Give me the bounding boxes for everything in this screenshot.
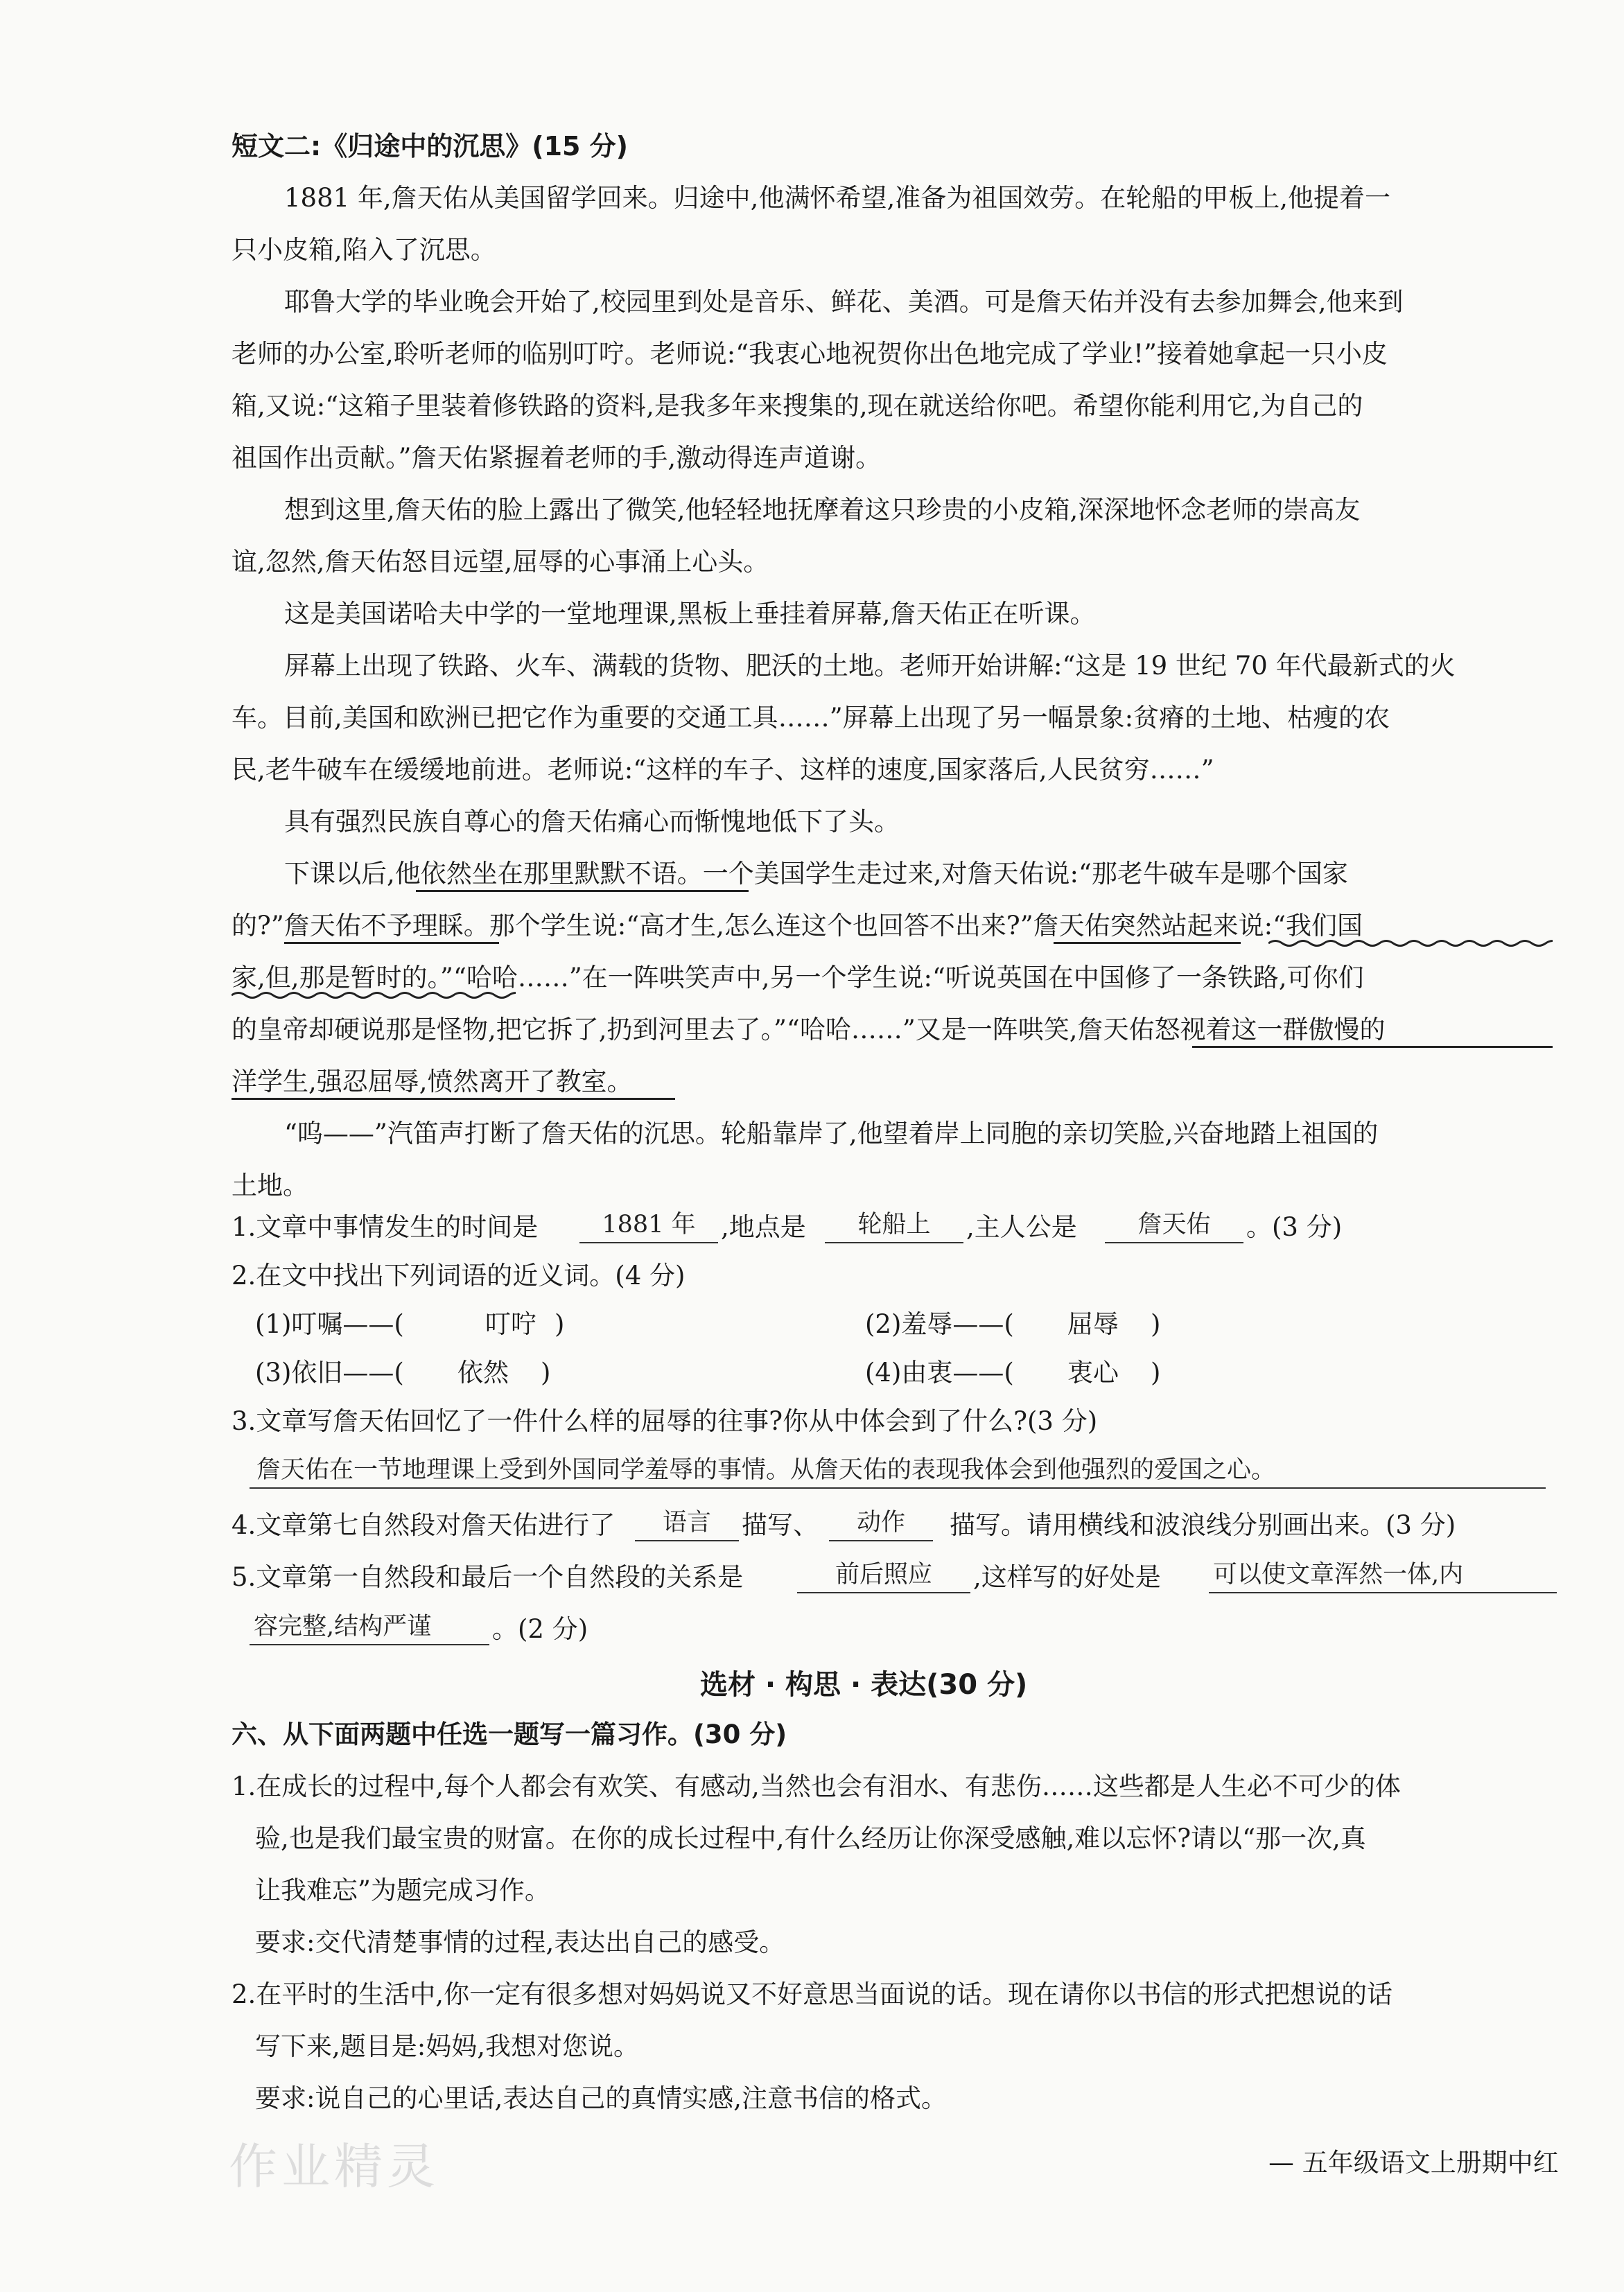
q2-item-label: (4)由衷——( <box>865 1358 1014 1388</box>
passage-title: 短文二:《归途中的沉思》(15 分) <box>232 131 629 161</box>
q2-item-label: (1)叮嘱——( <box>255 1309 404 1339</box>
passage-line: 土地。 <box>232 1171 308 1200</box>
q1-mid1: ,地点是 <box>721 1212 806 1242</box>
q1-post: 。(3 分) <box>1246 1212 1343 1242</box>
passage-line: 祖国作出贡献。”詹天佑紧握着老师的手,激动得连声道谢。 <box>232 443 882 473</box>
q2-stem: 2.在文中找出下列词语的近义词。(4 分) <box>232 1261 686 1291</box>
passage-line: 只小皮箱,陷入了沉思。 <box>232 235 496 265</box>
q6-option2-line: 写下来,题目是:妈妈,我想对您说。 <box>255 2031 639 2061</box>
q3-answer[interactable]: 詹天佑在一节地理课上受到外国同学羞辱的事情。从詹天佑的表现我体会到他强烈的爱国之心。 <box>250 1454 1546 1489</box>
q6-option2-requirement: 要求:说自己的心里话,表达自己的真情实感,注意书信的格式。 <box>255 2083 947 2113</box>
q6-option1-line: 1.在成长的过程中,每个人都会有欢笑、有感动,当然也会有泪水、有悲伤……这些都是人生必不可少的体 <box>232 1772 1401 1801</box>
q4-answer-1[interactable]: 语言 <box>635 1507 739 1541</box>
q6-option1-requirement: 要求:交代清楚事情的过程,表达出自己的感受。 <box>255 1927 785 1957</box>
q5-answer-2b[interactable]: 容完整,结构严谨 <box>250 1611 489 1645</box>
q2-item-answer[interactable]: 屈辱 <box>1067 1309 1119 1339</box>
q5-post: 。(2 分) <box>492 1614 588 1644</box>
passage-line: 箱,又说:“这箱子里装着修铁路的资料,是我多年来搜集的,现在就送给你吧。希望你能利用它,为自己的 <box>232 391 1363 421</box>
q2-item-close: ) <box>1151 1309 1161 1339</box>
q4-mid: 描写、 <box>742 1510 819 1540</box>
q1-pre: 1.文章中事情发生的时间是 <box>232 1212 539 1242</box>
q1-answer-time[interactable]: 1881 年 <box>579 1209 718 1243</box>
q1-answer-person[interactable]: 詹天佑 <box>1105 1209 1243 1243</box>
q6-option1-line: 验,也是我们最宝贵的财富。在你的成长过程中,有什么经历让你深受感触,难以忘怀?请以“那一次,真 <box>255 1823 1366 1853</box>
watermark: 作业精灵 <box>229 2138 439 2195</box>
passage-line: 想到这里,詹天佑的脸上露出了微笑,他轻轻地抚摩着这只珍贵的小皮箱,深深地怀念老师的崇高友 <box>284 495 1361 525</box>
q2-item-close: ) <box>541 1358 551 1388</box>
passage-line: “呜——”汽笛声打断了詹天佑的沉思。轮船靠岸了,他望着岸上同胞的亲切笑脸,兴奋地踏上祖国的 <box>284 1119 1379 1148</box>
passage-line: 车。目前,美国和欧洲已把它作为重要的交通工具……”屏幕上出现了另一幅景象:贫瘠的土地、枯瘦的农 <box>232 703 1390 733</box>
q2-item-close: ) <box>555 1309 565 1339</box>
q5-mid: ,这样写的好处是 <box>973 1562 1161 1592</box>
action-underline <box>416 890 749 892</box>
q6-title: 六、从下面两题中任选一题写一篇习作。(30 分) <box>232 1720 787 1749</box>
q1-answer-place[interactable]: 轮船上 <box>825 1209 963 1243</box>
passage-line: 屏幕上出现了铁路、火车、满载的货物、肥沃的土地。老师开始讲解:“这是 19 世纪 70 年代最新式的火 <box>284 651 1456 681</box>
passage-line: 具有强烈民族自尊心的詹天佑痛心而惭愧地低下了头。 <box>284 807 900 837</box>
q2-item-label: (2)羞辱——( <box>865 1309 1014 1339</box>
passage-line: 的皇帝却硬说那是怪物,把它拆了,扔到河里去了。”“哈哈……”又是一阵哄笑,詹天佑怒视着这一群傲慢的 <box>232 1015 1386 1044</box>
q5-pre: 5.文章第一自然段和最后一个自然段的关系是 <box>232 1562 744 1592</box>
passage-line: 的?”詹天佑不予理睬。那个学生说:“高才生,怎么连这个也回答不出来?”詹天佑突然站起来说:“我们国 <box>232 911 1363 941</box>
q1-mid2: ,主人公是 <box>966 1212 1077 1242</box>
language-wavy-underline <box>232 990 516 1000</box>
q2-item-answer[interactable]: 衷心 <box>1067 1358 1119 1388</box>
language-wavy-underline <box>1268 938 1553 948</box>
passage-line: 老师的办公室,聆听老师的临别叮咛。老师说:“我衷心地祝贺你出色地完成了学业!”接着她拿起一只小皮 <box>232 339 1388 369</box>
q2-item-answer[interactable]: 叮咛 <box>485 1309 536 1339</box>
passage-line: 洋学生,强忍屈辱,愤然离开了教室。 <box>232 1067 633 1096</box>
passage-line: 谊,忽然,詹天佑怒目远望,屈辱的心事涌上心头。 <box>232 547 769 577</box>
passage-line: 民,老牛破车在缓缓地前进。老师说:“这样的车子、这样的速度,国家落后,人民贫穷……” <box>232 755 1214 785</box>
q6-option1-line: 让我难忘”为题完成习作。 <box>255 1875 550 1905</box>
passage-line: 1881 年,詹天佑从美国留学回来。归途中,他满怀希望,准备为祖国效劳。在轮船的甲板上,他提着一 <box>284 183 1390 213</box>
q5-answer-1[interactable]: 前后照应 <box>797 1559 970 1593</box>
page-footer: — 五年级语文上册期中红 <box>1268 2148 1559 2178</box>
q2-item-label: (3)依旧——( <box>255 1358 404 1388</box>
action-underline <box>1054 942 1241 944</box>
q5-answer-2a[interactable]: 可以使文章浑然一体,内 <box>1209 1559 1557 1593</box>
q6-option2-line: 2.在平时的生活中,你一定有很多想对妈妈说又不好意思当面说的话。现在请你以书信的形式把想说的话 <box>232 1979 1393 2009</box>
q3-stem: 3.文章写詹天佑回忆了一件什么样的屈辱的往事?你从中体会到了什么?(3 分) <box>232 1406 1098 1436</box>
q2-item-answer[interactable]: 依然 <box>457 1358 509 1388</box>
section-title: 选材 · 构思 · 表达(30 分) <box>700 1669 1028 1701</box>
passage-line: 这是美国诺哈夫中学的一堂地理课,黑板上垂挂着屏幕,詹天佑正在听课。 <box>284 599 1096 629</box>
passage-line: 下课以后,他依然坐在那里默默不语。一个美国学生走过来,对詹天佑说:“那老牛破车是哪个国家 <box>284 859 1348 889</box>
q4-pre: 4.文章第七自然段对詹天佑进行了 <box>232 1510 615 1540</box>
q4-post: 描写。请用横线和波浪线分别画出来。(3 分) <box>950 1510 1456 1540</box>
action-underline <box>232 1098 675 1100</box>
action-underline <box>1192 1046 1553 1048</box>
passage-line: 家,但,那是暂时的。”“哈哈……”在一阵哄笑声中,另一个学生说:“听说英国在中国修了一条铁路,可你们 <box>232 963 1364 992</box>
action-underline <box>284 942 499 944</box>
q4-answer-2[interactable]: 动作 <box>829 1507 933 1541</box>
passage-line: 耶鲁大学的毕业晚会开始了,校园里到处是音乐、鲜花、美酒。可是詹天佑并没有去参加舞会,他来到 <box>284 287 1404 317</box>
q2-item-close: ) <box>1151 1358 1161 1388</box>
